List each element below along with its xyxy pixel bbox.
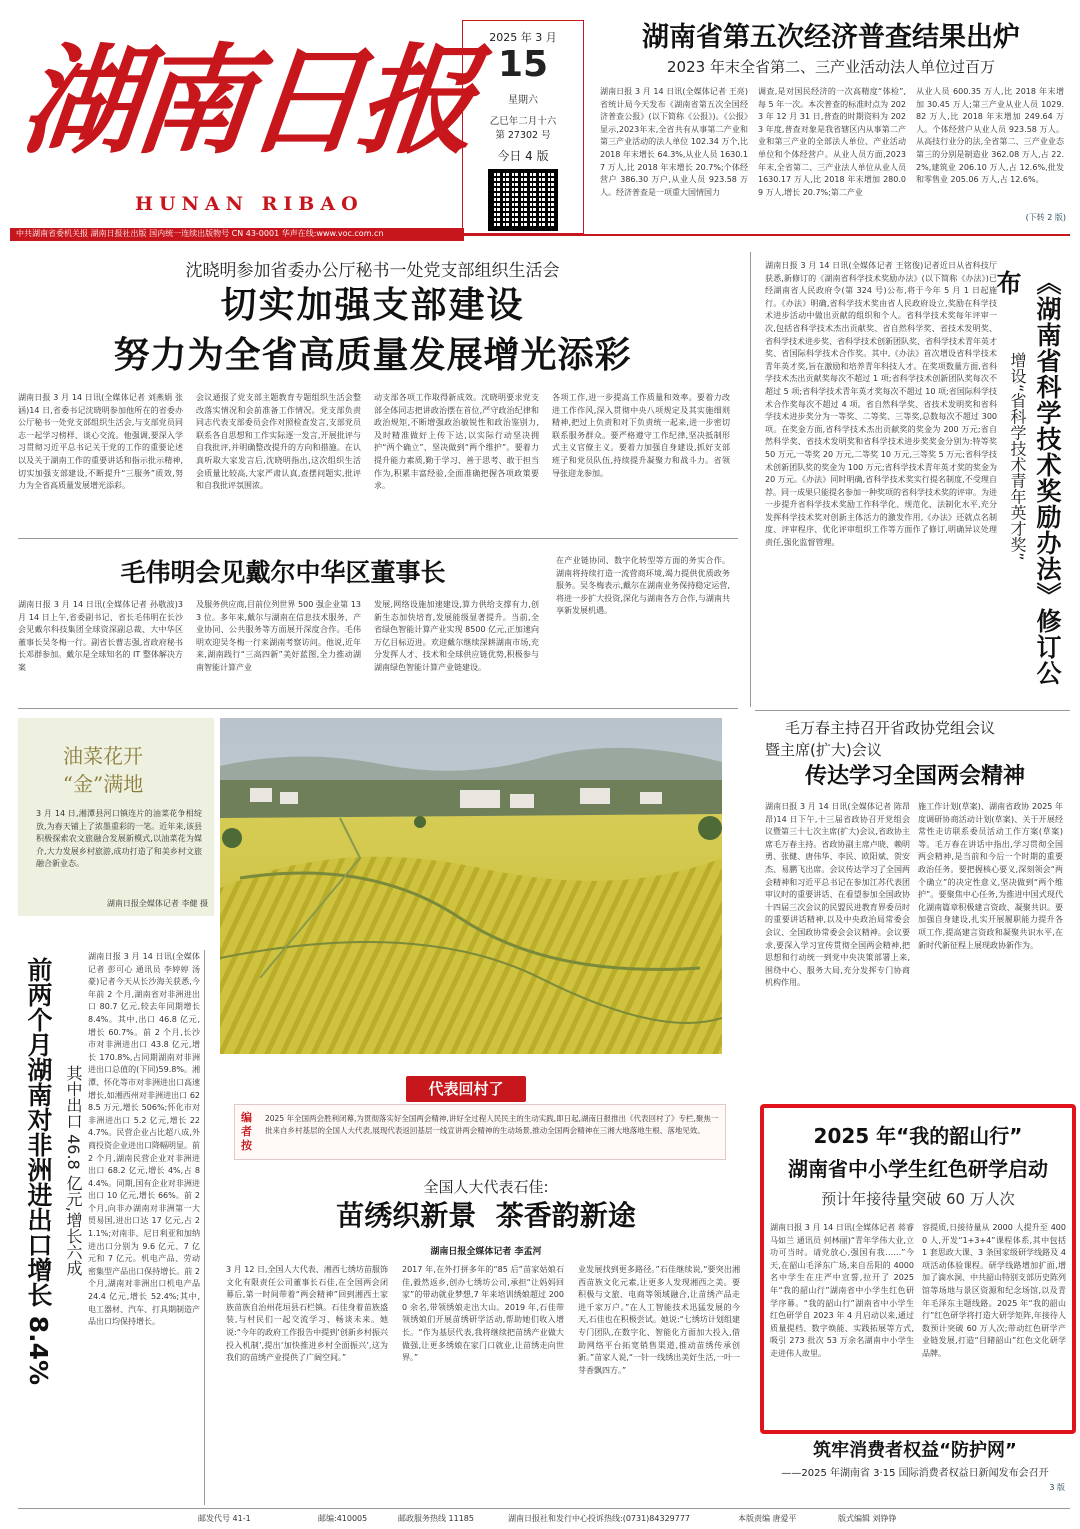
award-text: 湖南日报 3 月 14 日讯(全媒体记者 王铭俊)记者近日从省科技厅获悉,新修订的《湖南省科学技术奖励办法》(以下简称《办法》)已经湖南省人民政府令(第 324 号)公布,将于今年 5 月 1 日起施行。《办法》明确,省科学技术奖由省人民政府设立,奖励在科学技术进步活动中做出贡献的组织和个人。省科学技术奖每年评审一次,包括省科学技术杰出贡献奖、省自然科学奖、省技术发明奖、省科学技术进步奖、省科学技术创新团队奖、省科学技术青年英才奖、省国际科学技术合作奖。其中,《办法》首次增设省科学技术青年英才奖,旨在激励和培养青年科技人才。在奖项数量方面,省科学技术杰出贡献奖每次不超过 1 项;省科学技术创新团队奖每次不超过 5 项;省科学技术青年英才奖每次不超过 10 项;省国际科学技术合作奖每次不超过 4 项。省自然科学奖、省技术发明奖和省科学技术进步奖分为一等奖、二等奖、三等奖,总数每次不超过 300 项。在奖金方面,省科学技术杰出贡献奖的奖金为 200 万元;省自然科学奖、省技术发明奖和省科学技术进步奖奖金分别为:特等奖 50 万元,一等奖 20 万元,二等奖 10 万元,三等奖 5 万元;省科学技术创新团队奖的奖金为 100 万元;省科学技术青年英才奖的奖金为 20 万元。《办法》同时明确,省科学技术奖实行提名制度,不受理自荐。同一成果只能提名参加一种奖项的省科学技术奖的评审。为进一步提升省科学技术奖励工作科学化、规范化、法制化水平,充分发挥科学技术奖对创新主体活力的激发作用,《办法》还就点名制度、评审程序、优化评审组织工作等方面作了修订,明确异议处理责任,强化监督管理。 (765, 261, 997, 548)
top-article-col2: 调查,是对国民经济的一次高精度“体检”,每 5 年一次。本次普查的标准时点为 2023 年 12 月 31 日,普查的时期资料为 2023 年度,普查对象是我省辖区内从事第二产业和第三产业的全部法人单位、产业活动单位和个体经营户。从业人员方面,2023 年末,全省第二、三产业法人单位从业人员 1630.17 万人,比 2018 年末增加 280.09 万人,增长 20.7%;第二产业 (758, 87, 906, 197)
rapeseed-caption-box (18, 718, 214, 916)
rapeseed-credit: 湖南日报全媒体记者 李健 摄 (106, 899, 208, 908)
divider (18, 538, 738, 539)
lead-col3: 动支部各项工作取得新成效。沈晓明要求党支部全体同志把讲政治摆在首位,严守政治纪律和政治规矩,不断增强政治敏锐性和政治鉴别力,及时精准做好上传下达,以实际行动坚决拥护“两个确立”、坚决做到“两个维护”。要着力提升能力素质,勤于学习、善于思考、敢于担当作为,积累丰富经验,全面准确把握各项政策要求。 (374, 393, 539, 491)
consumer-page-ref[interactable]: 3 版 (1049, 1483, 1065, 1492)
footer-zip: 邮编:410005 (318, 1514, 368, 1523)
editor-note-box (234, 1104, 726, 1160)
divider (18, 708, 738, 709)
rapeseed-photo (220, 718, 722, 1054)
rapeseed-title-2: “金”满地 (62, 772, 144, 796)
divider (755, 710, 1070, 711)
qr-code[interactable] (488, 169, 558, 231)
lead-headline-2: 努力为全省高质量发展增光添彩 (113, 334, 632, 376)
trade-text: 湖南日报 3 月 14 日讯(全媒体记者 彭可心 通讯员 李婷婷 汤豪)记者今天从长沙海关获悉,今年前 2 个月,湖南省对非洲进出口 80.7 亿元,较去年同期增长 8.4%。其中,出口 46.8 亿元,增长 60.7%。前 2 个月,长沙市对非洲进出口 43.8 亿元,增长 170.8%,占同期湖南对非洲进出口总值的(下同)59.8%。湘潭、怀化等市对非洲进出口高速增长,如湘西州对非洲进出口 628.5 万元,增长 506%;怀化市对非洲进出口 5.2 亿元,增长 224.7%。民营企业占比超八成,外商投资企业进出口降幅明显。前 2 个月,湖南民营企业对非洲进出口 68.2 亿元,增长 4%,占 84.4%。同期,国有企业对非洲进出口 10 亿元,增长 66%。前 2 个月,向非办湖南对非洲第一大贸易国,进出口达 17 亿元,占 21.1%;对南非、尼日利亚和加纳进出口分别为 9.6 亿元、7 亿元和 7 亿元。机电产品、劳动密集型产品出口保持增长。前 2 个月,湖南对非洲出口机电产品 24.4 亿元,增长 52.4%;其中,电工器材、汽车、打具期制造产品出口均保持增长。 (88, 952, 200, 1327)
masthead-info-bar (10, 228, 464, 241)
lead-col2: 会议通报了党支部主题教育专题组织生活会整改落实情况和会前准备工作情况。党支部负责同志代表支部委员会作对照检查发言,支部党员联系各自思想和工作实际逐一发言,开展批评与自我批评,并明确整改提升的方向和措施。在认真听取大家发言后,沈晓明指出,这次组织生活会质量比较高,大家严肃认真,查摆问题实,批评和自我批评氛围浓。 (196, 393, 361, 491)
footer-complaint: 湖南日报社和发行中心投诉热线:(0731)84329777 (508, 1514, 691, 1523)
cppcc-kicker-2: 暨主席(扩大)会议 (765, 741, 882, 759)
award-subtitle: 增设“省科学技术青年英才奖” (1008, 352, 1027, 561)
reps-byline: 湖南日报全媒体记者 李孟河 (430, 1247, 542, 1257)
study-subhead: 预计年接待量突破 60 万人次 (821, 1190, 1015, 1208)
editor-note-label: 编者按 (241, 1111, 252, 1152)
study-col1: 湖南日报 3 月 14 日讯(全媒体记者 蒋睿 马如兰 通讯员 何林丽)“青年学伟大业,立功可当时。请党放心,强国有我……”今天,在韶山毛泽东广场,来自岳阳的 4000 名中学生在庄严中宣誓,拉开了 2025 年“我的韶山行”湖南省中小学生红色研学序幕。“我的韶山行”湖南省中小学生红色研学自 2023 年 4 月启动以来,通过质量提档、数字焕能、实践拓展等方式,吸引 273 批次 53 万余名湖南中小学生走进伟人故里。 (770, 1223, 914, 1358)
study-headline: 湖南省中小学生红色研学启动 (788, 1157, 1048, 1181)
date-weekday: 星期六 (508, 95, 538, 106)
rapeseed-field-image (220, 718, 722, 1054)
reps-col3: 业发展找到更多路径。”石佳继续说,“要突出湘西苗族文化元素,让更多人发现湘西之美。要积极与文旅、电商等领域融合,让苗绣产品走进千家万户。”在人工智能技术迅猛发展的今天,石佳也在积极尝试。她说:“七绣坊计划组建专门团队,在数字化、智能化方面加大投入,借助网络平台拓宽销售渠道,推动苗绣传承创新。”苗家人说,“一针一线绣出美好生活,一叶一芽香飘四方。” (578, 1265, 740, 1375)
lead-headline-1: 切实加强支部建设 (220, 284, 525, 326)
masthead-info-text: 中共湖南省委机关报 湖南日报社出版 国内统一连续出版物号 CN 43-0001 华声在线:www.voc.com.cn (16, 229, 384, 238)
cppcc-col2: 施工作计划(草案)、湖南省政协 2025 年度调研协商活动计划(草案)、关于开展经常性走访联系委员活动工作方案(草案)等。毛万春在讲话中指出,学习贯彻全国两会精神,是当前和今后一个时期的重要政治任务。要把握核心要义,深刻领会“两个确立”的决定性意义,坚决做到“两个维护”。要聚焦中心任务,为推进中国式现代化湖南篇章积极建言资政、凝聚共识。要加强自身建设,扎实开展履职能力提升各项工作,提高建言资政和凝聚共识水平,在新时代新征程上展现政协新作为。 (918, 802, 1063, 950)
footer-postal-code: 邮发代号 41-1 (198, 1514, 251, 1523)
dell-story (0, 545, 745, 705)
reps-kicker: 全国人大代表石佳: (423, 1178, 549, 1196)
date-lunar: 乙巳年二月十六 (489, 116, 557, 127)
page-count: 今日 4 版 (497, 149, 549, 163)
cppcc-story (755, 715, 1070, 1100)
trade-headline: 前两个月湖南对非洲进出口增长 8.4% (24, 957, 53, 1386)
date-day: 15 (497, 44, 549, 85)
reps-col1: 3 月 12 日,全国人大代表、湘西七绣坊苗服饰文化有限责任公司董事长石佳,在全国两会闭幕后,第一时间带着“两会精神”回到湘西土家族苗族自治州花垣县石栏镇。石佳身着苗族盛装,与村民们一起交流学习、畅谈未来。她说:“今年的政府工作报告中提到‘创新乡村振兴投入机制’,提出‘加快推进乡村全面振兴’,这为我们的苗绣产业提供了广阔空间。” (226, 1265, 388, 1363)
reps-col2: 2017 年,在外打拼多年的“85 后”苗家姑娘石佳,毅然返乡,创办七绣坊公司,承担“让妈妈回家”的带动就业梦想,7 年来培训绣娘超过 2000 余名,带领绣娘走出大山。2019 年,石佳带领绣娘们开展苗绣研学活动,帮助她们收入增长。“作为基层代表,我将继续把苗绣产业做大做强,让更多绣娘在家门口就业,让苗绣走向世界。” (402, 1265, 564, 1363)
top-article-col1: 湖南日报 3 月 14 日讯(全媒体记者 王亮)省统计局今天发布《湖南省第五次全国经济普查公报》(以下简称《公报》)。《公报》显示,2023年末,全省共有从事第二产业和第三产业活动的法人单位 102.34 万个,比 2018 年末增长 64.3%,从业人员 1630.17 万人,比 2018 年末增长 20.7%;个体经营户 386.30 万户,从业人员 923.58 万人。经济普查是一项重大国情国力 (600, 87, 748, 197)
dell-col2: 及服务供应商,目前位列世界 500 强企业第 133 位。多年来,戴尔与湖南在信息技术服务、产业协同、公共服务等方面展开深度合作。毛伟明欢迎吴冬梅一行来湖南考察访问。他说,近年来,湖南践行“三高四新”美好蓝图,全力推动湖南智能计算产业 (196, 600, 361, 672)
study-kicker: 2025 年“我的韶山行” (813, 1124, 1023, 1148)
dell-col4: 在产业链协同、数字化转型等方面的务实合作。湖南将持续打造一流营商环境,竭力提供优质政务服务。吴冬梅表示,戴尔在湖南业务保持稳定运营,将进一步扩大投资,深化与湖南各方合作,与湖南共享新发展机遇。 (556, 556, 730, 616)
reps-headline: 苗绣织新景 茶香韵新途 (336, 1199, 636, 1232)
issue-number: 第 27302 号 (495, 130, 551, 141)
top-subhead: 2023 年末全省第二、三产业活动法人单位过百万 (667, 58, 995, 76)
column-divider (750, 252, 751, 707)
consumer-headline: 筑牢消费者权益“防护网” (813, 1440, 1017, 1461)
footer-hotline: 邮政服务热线 11185 (398, 1514, 474, 1523)
footer-layout-editor: 版式编辑 刘铮铮 (838, 1514, 897, 1523)
masthead (0, 0, 1080, 244)
top-headline: 湖南省第五次经济普查结果出炉 (642, 22, 1020, 53)
footer-editor: 本版责编 唐爱平 (738, 1514, 797, 1523)
masthead-rule (464, 234, 1070, 236)
reps-section (226, 1072, 746, 1510)
footer (18, 1508, 1070, 1526)
cppcc-col1: 湖南日报 3 月 14 日讯(全媒体记者 陈昂昂)14 日下午,十三届省政协召开党组会议暨第三十七次主席(扩大)会议,省政协主席毛万春主持。省政协副主席卢晓、赖明勇、张健、唐伟华、李民、欧阳斌、贺安杰、易鹏飞出席。会议传达学习了全国两会精神和习近平总书记在参加江苏代表团审议时的重要讲话、在看望参加全国政协十四届三次会议的民盟民进教育界委员时的重要讲话精神,以及中央政治局常委会会议、全国政协常委会会议精神。会议要求,要深入学习宣传贯彻全国两会精神,把思想和行动统一到党中央决策部署上来,围绕中心、服务大局,充分发挥专门协商机构作用。 (765, 802, 910, 988)
dell-headline: 毛伟明会见戴尔中华区董事长 (120, 558, 446, 587)
trade-story (18, 945, 220, 1505)
dell-col3: 发展,网络设施加速建设,算力供给支撑有力,创新生态加快培育,发展能级显著提升。当前,全省绿色智能计算产业实现 8500 亿元,正加速向万亿目标迈进。欢迎戴尔继续深耕湖南市场,充分发挥人才、技术和全球供应链优势,积极参与湖南绿色智能计算产业链建设。 (374, 600, 539, 672)
rapeseed-caption: 3 月 14 日,湘潭县河口镇连片的油菜花争相绽放,为春天铺上了浓墨重彩的一笔。近年来,该县积极探索农文旅融合发展新模式,以油菜花为媒介,大力发展乡村旅游,成功打造了和美乡村文旅融合新业态。 (36, 809, 202, 869)
top-article-col3: 从业人员 600.35 万人,比 2018 年末增加 30.45 万人;第三产业从业人员 1029.82 万人,比 2018 年末增加 249.64 万人。个体经营户从业人员 923.58 万人。从高技行业分的法,全省第二、三产业业态第三的分别是制造业 362.08 万人,占 22.2%,建筑业 206.10 万人,占 12.6%,批发和零售业 205.06 万人,占 12.6%。 (916, 87, 1064, 185)
reps-banner: 代表回村了 (406, 1076, 526, 1102)
trade-subhead: 其中出口 46.8 亿元,增长六成 (64, 1065, 83, 1276)
column-divider (204, 950, 205, 1505)
consumer-subhead: ——2025 年湖南省 3·15 国际消费者权益日新闻发布会召开 (781, 1468, 1049, 1479)
award-title: 《湖南省科学技术奖励办法》修订公布 (993, 270, 1062, 686)
newspaper-logo: 湖南日报 (15, 31, 478, 170)
rapeseed-title-1: 油菜花开 (63, 744, 143, 768)
consumer-story (755, 1438, 1075, 1498)
continue-link[interactable]: (下转 2 版) (1025, 213, 1066, 222)
lead-kicker: 沈晓明参加省委办公厅秘书一处党支部组织生活会 (185, 261, 560, 281)
lead-col4: 各项工作,进一步提高工作质量和效率。要着力改进工作作风,深入贯彻中央八项规定及其实施细则精神,把过上负责和对下负责统一起来,进一步密切联系服务群众。要严格遵守工作纪律,坚决抵制形式主义官僚主义。要着力加强自身建设,抓好支部班子和党员队伍,持续提升凝聚力和战斗力。省领导张迎龙参加。 (552, 393, 730, 478)
dell-col1: 湖南日报 3 月 14 日讯(全媒体记者 孙敬波)3 月 14 日上午,省委副书记、省长毛伟明在长沙会见戴尔科技集团全球资深副总裁、大中华区董事长吴冬梅一行。副省长曹志强,省政府秘书长邓群参加。戴尔是全球知名的 IT 整体解决方案 (18, 600, 183, 672)
editor-note-text: 2025 年全国两会胜利闭幕,为贯彻落实好全国两会精神,讲好全过程人民民主的生动实践,即日起,湖南日报推出《代表回村了》专栏,聚焦一批来自乡村基层的全国人大代表,展现代表返回基层一线宣讲两会精神的生动场景,推动全国两会精神在三湘大地落地生根、落地见效。 (265, 1114, 719, 1135)
date-box (462, 20, 584, 234)
lead-story (0, 250, 745, 530)
cppcc-headline: 传达学习全国两会精神 (804, 764, 1025, 789)
award-story (755, 252, 1075, 707)
date-month: 2025 年 3 月 (489, 31, 557, 44)
study-story (760, 1104, 1076, 1434)
study-col2: 容提质,日接待量从 2000 人提升至 4000 人,开发“1+3+4”课程体系,其中包括 1 套思政大课、3 条国家级研学线路及 4 项活动体验课程。研学线路增加扩面,增加了滴水洞、中共韶山特别支部历史陈列馆等场地与景区资源和纪念场馆,以及青年毛泽东主题线路。2025 年“我的韶山行”红色研学将打造大研学矩阵,年接待人数预计突破 60 万人次;带动红色研学产业链发展,打造“目睹韶山”红色文化研学品牌。 (922, 1223, 1066, 1358)
cppcc-kicker-1: 毛万春主持召开省政协党组会议 (785, 719, 996, 737)
newspaper-logo-english: HUNAN RIBAO (135, 193, 364, 215)
lead-col1: 湖南日报 3 月 14 日讯(全媒体记者 刘燕娟 张涵)14 日,省委书记沈晓明参加他所在的省委办公厅秘书一处党支部组织生活会,与支部党员同志一起学习榜样、谈心交流。他强调,要深入学习贯彻习近平总书记关于党的工作的重要论述以及关于湖南工作的重要讲话和指示批示精神,切实加强支部建设,不断提升“三服务”质效,努力为全省高质量发展增光添彩。 (18, 393, 183, 491)
